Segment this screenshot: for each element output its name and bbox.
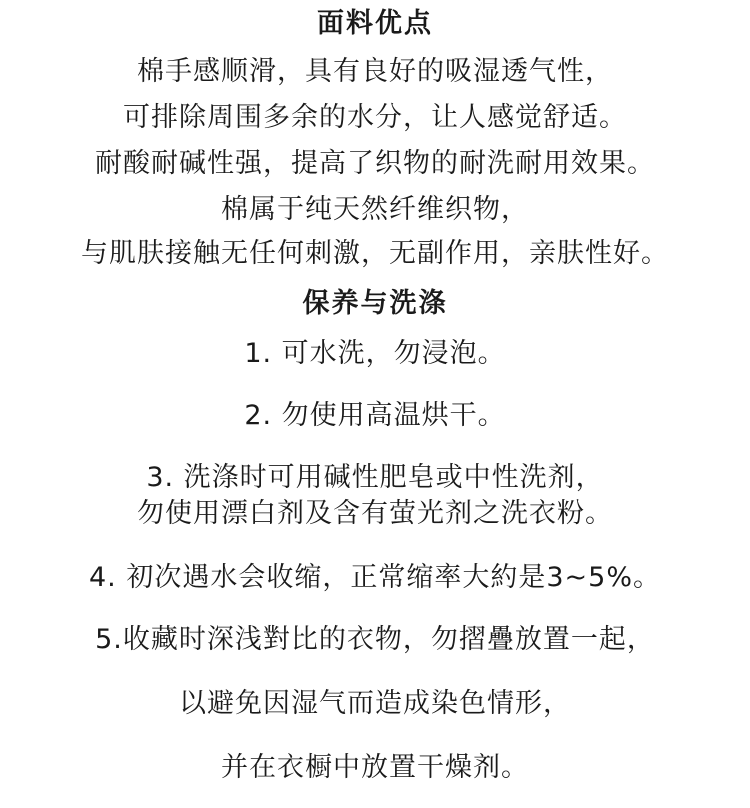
advantage-line-5: 与肌肤接触无任何刺激，无副作用，亲肤性好。 [81,238,669,269]
care-item-5-line-1: 5.收藏时深浅對比的衣物，勿摺疊放置一起， [95,624,655,655]
care-item-3-line-1: 3. 洗涤时可用碱性肥皂或中性洗剂， [146,462,604,493]
care-item-3-line-2: 勿使用漂白剂及含有萤光剂之洗衣粉。 [137,498,613,529]
care-item-4: 4. 初次遇水会收缩，正常缩率大約是3~5%。 [89,562,661,593]
care-item-5-line-2: 以避免因湿气而造成染色情形， [179,688,571,719]
advantage-line-3: 耐酸耐碱性强，提高了织物的耐洗耐用效果。 [95,148,655,179]
advantage-line-2: 可排除周围多余的水分，让人感觉舒适。 [123,102,627,133]
advantage-line-1: 棉手感顺滑，具有良好的吸湿透气性， [137,56,613,87]
care-washing-title: 保养与洗涤 [302,288,448,319]
advantage-line-4: 棉属于纯天然纤维织物， [221,194,529,225]
care-item-2: 2. 勿使用高温烘干。 [244,400,506,431]
care-item-5-line-3: 并在衣橱中放置干燥剂。 [221,752,529,783]
care-item-1: 1. 可水洗，勿浸泡。 [244,338,506,369]
fabric-advantages-title: 面料优点 [317,8,433,39]
